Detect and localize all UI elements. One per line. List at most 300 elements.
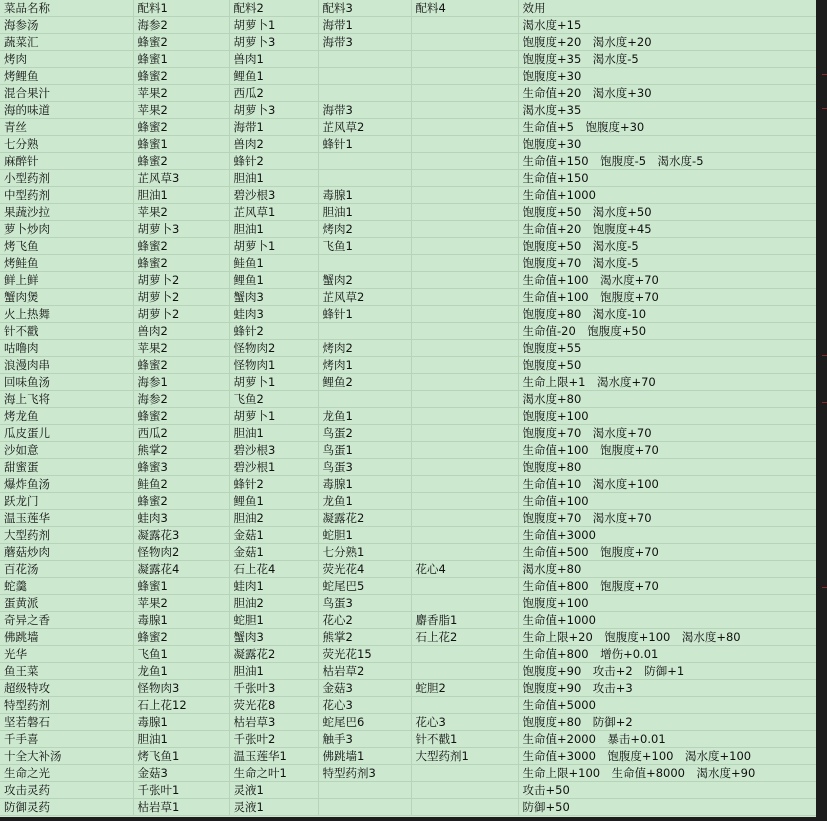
table-row (0, 425, 816, 442)
cell-ingredient-4[interactable]: 针不戳1 (411, 731, 518, 748)
cell-ingredient-1[interactable]: 怪物肉2 (133, 544, 229, 561)
cell-ingredient-2[interactable]: 鲤鱼1 (229, 272, 318, 289)
cell-dish-name[interactable]: 烤飞鱼 (0, 238, 133, 255)
cell-ingredient-4[interactable] (411, 476, 518, 493)
cell-effect[interactable]: 生命值+3000 (518, 527, 816, 544)
cell-ingredient-4[interactable] (411, 595, 518, 612)
cell-dish-name[interactable]: 鱼王菜 (0, 663, 133, 680)
cell-effect[interactable]: 生命上限+100 生命值+8000 渴水度+90 (518, 765, 816, 782)
cell-dish-name[interactable]: 蛋黄派 (0, 595, 133, 612)
cell-ingredient-2[interactable]: 兽肉1 (229, 51, 318, 68)
cell-ingredient-4[interactable] (411, 544, 518, 561)
cell-ingredient-4[interactable] (411, 374, 518, 391)
cell-dish-name[interactable]: 生命之光 (0, 765, 133, 782)
cell-ingredient-1[interactable]: 蜂蜜2 (133, 357, 229, 374)
cell-ingredient-4[interactable]: 花心4 (411, 561, 518, 578)
cell-ingredient-1[interactable]: 芷风草3 (133, 170, 229, 187)
cell-effect[interactable]: 饱腹度+90 攻击+3 (518, 680, 816, 697)
cell-dish-name[interactable]: 小型药剂 (0, 170, 133, 187)
cell-ingredient-2[interactable]: 怪物肉2 (229, 340, 318, 357)
cell-ingredient-3[interactable]: 蜂针1 (318, 306, 411, 323)
cell-ingredient-1[interactable]: 苹果2 (133, 340, 229, 357)
cell-dish-name[interactable]: 超级特攻 (0, 680, 133, 697)
cell-effect[interactable]: 渴水度+15 (518, 17, 816, 34)
cell-dish-name[interactable]: 火上热舞 (0, 306, 133, 323)
cell-effect[interactable]: 饱腹度+55 (518, 340, 816, 357)
cell-ingredient-2[interactable]: 鲤鱼1 (229, 68, 318, 85)
cell-effect[interactable]: 饱腹度+20 渴水度+20 (518, 34, 816, 51)
cell-dish-name[interactable]: 混合果汁 (0, 85, 133, 102)
cell-ingredient-4[interactable] (411, 68, 518, 85)
cell-ingredient-2[interactable]: 胆油2 (229, 510, 318, 527)
cell-ingredient-3[interactable] (318, 85, 411, 102)
cell-ingredient-2[interactable]: 凝露花2 (229, 646, 318, 663)
cell-dish-name[interactable]: 海参汤 (0, 17, 133, 34)
cell-ingredient-3[interactable]: 龙鱼1 (318, 493, 411, 510)
cell-ingredient-3[interactable]: 枯岩草2 (318, 663, 411, 680)
cell-ingredient-1[interactable]: 苹果2 (133, 595, 229, 612)
cell-ingredient-1[interactable]: 胆油1 (133, 731, 229, 748)
cell-ingredient-2[interactable]: 蛙肉1 (229, 578, 318, 595)
cell-ingredient-3[interactable]: 烤肉1 (318, 357, 411, 374)
cell-ingredient-2[interactable]: 胆油1 (229, 221, 318, 238)
cell-ingredient-3[interactable]: 蜂针1 (318, 136, 411, 153)
cell-ingredient-2[interactable]: 胡萝卜1 (229, 408, 318, 425)
cell-effect[interactable]: 生命值-20 饱腹度+50 (518, 323, 816, 340)
cell-ingredient-3[interactable]: 鸟蛋3 (318, 595, 411, 612)
cell-ingredient-3[interactable]: 芷风草2 (318, 119, 411, 136)
cell-ingredient-3[interactable] (318, 51, 411, 68)
cell-dish-name[interactable]: 防御灵药 (0, 799, 133, 816)
header-ingredient-4[interactable]: 配料4 (411, 0, 518, 17)
cell-ingredient-1[interactable]: 石上花12 (133, 697, 229, 714)
cell-effect[interactable]: 生命值+1000 (518, 187, 816, 204)
cell-dish-name[interactable]: 千手喜 (0, 731, 133, 748)
cell-ingredient-4[interactable]: 麝香脂1 (411, 612, 518, 629)
cell-ingredient-4[interactable] (411, 527, 518, 544)
cell-effect[interactable]: 饱腹度+100 (518, 595, 816, 612)
cell-effect[interactable]: 生命值+100 (518, 493, 816, 510)
header-ingredient-2[interactable]: 配料2 (229, 0, 318, 17)
cell-ingredient-1[interactable]: 西瓜2 (133, 425, 229, 442)
cell-ingredient-3[interactable]: 特型药剂3 (318, 765, 411, 782)
cell-ingredient-1[interactable]: 蜂蜜2 (133, 629, 229, 646)
cell-ingredient-4[interactable] (411, 136, 518, 153)
cell-ingredient-3[interactable]: 熊掌2 (318, 629, 411, 646)
cell-dish-name[interactable]: 瓜皮蛋儿 (0, 425, 133, 442)
cell-ingredient-2[interactable]: 碧沙根3 (229, 442, 318, 459)
cell-ingredient-3[interactable]: 胆油1 (318, 204, 411, 221)
table-row (0, 799, 816, 816)
cell-dish-name[interactable]: 温玉莲华 (0, 510, 133, 527)
cell-ingredient-4[interactable] (411, 323, 518, 340)
cell-ingredient-1[interactable]: 胡萝卜2 (133, 306, 229, 323)
cell-ingredient-3[interactable]: 蛇尾巴6 (318, 714, 411, 731)
cell-ingredient-4[interactable] (411, 102, 518, 119)
cell-ingredient-2[interactable]: 鲑鱼1 (229, 255, 318, 272)
cell-ingredient-1[interactable]: 鲑鱼2 (133, 476, 229, 493)
cell-ingredient-3[interactable]: 海带3 (318, 34, 411, 51)
cell-ingredient-3[interactable] (318, 170, 411, 187)
cell-ingredient-3[interactable]: 蛇胆1 (318, 527, 411, 544)
cell-ingredient-1[interactable]: 苹果2 (133, 102, 229, 119)
cell-ingredient-1[interactable]: 蜂蜜2 (133, 68, 229, 85)
cell-ingredient-4[interactable] (411, 272, 518, 289)
cell-effect[interactable]: 饱腹度+80 防御+2 (518, 714, 816, 731)
cell-ingredient-2[interactable]: 蜂针2 (229, 323, 318, 340)
cell-ingredient-4[interactable] (411, 442, 518, 459)
cell-ingredient-3[interactable]: 毒腺1 (318, 476, 411, 493)
cell-ingredient-4[interactable] (411, 306, 518, 323)
table-row (0, 34, 816, 51)
cell-effect[interactable]: 饱腹度+80 (518, 459, 816, 476)
cell-ingredient-4[interactable] (411, 51, 518, 68)
table-row (0, 204, 816, 221)
cell-effect[interactable]: 生命值+100 渴水度+70 (518, 272, 816, 289)
cell-dish-name[interactable]: 坚若磐石 (0, 714, 133, 731)
cell-ingredient-4[interactable] (411, 357, 518, 374)
header-dish-name[interactable]: 菜品名称 (0, 0, 133, 17)
cell-effect[interactable]: 饱腹度+70 渴水度-5 (518, 255, 816, 272)
cell-ingredient-4[interactable] (411, 493, 518, 510)
header-ingredient-3[interactable]: 配料3 (318, 0, 411, 17)
cell-ingredient-1[interactable]: 海参1 (133, 374, 229, 391)
cell-effect[interactable]: 攻击+50 (518, 782, 816, 799)
cell-ingredient-3[interactable]: 毒腺1 (318, 187, 411, 204)
cell-dish-name[interactable]: 奇异之香 (0, 612, 133, 629)
cell-effect[interactable]: 生命值+10 渴水度+100 (518, 476, 816, 493)
cell-ingredient-4[interactable] (411, 221, 518, 238)
cell-ingredient-2[interactable]: 胡萝卜3 (229, 34, 318, 51)
cell-ingredient-2[interactable]: 胡萝卜3 (229, 102, 318, 119)
cell-ingredient-3[interactable]: 荧光花4 (318, 561, 411, 578)
cell-dish-name[interactable]: 果蔬沙拉 (0, 204, 133, 221)
table-row (0, 510, 816, 527)
cell-ingredient-4[interactable] (411, 459, 518, 476)
cell-ingredient-1[interactable]: 蜂蜜2 (133, 34, 229, 51)
cell-ingredient-3[interactable]: 七分熟1 (318, 544, 411, 561)
cell-ingredient-3[interactable] (318, 255, 411, 272)
cell-ingredient-1[interactable]: 蜂蜜2 (133, 493, 229, 510)
cell-ingredient-1[interactable]: 胡萝卜2 (133, 272, 229, 289)
cell-effect[interactable]: 生命值+3000 饱腹度+100 渴水度+100 (518, 748, 816, 765)
cell-ingredient-1[interactable]: 熊掌2 (133, 442, 229, 459)
cell-ingredient-1[interactable]: 凝露花3 (133, 527, 229, 544)
cell-ingredient-2[interactable]: 兽肉2 (229, 136, 318, 153)
cell-effect[interactable]: 生命值+500 饱腹度+70 (518, 544, 816, 561)
cell-ingredient-1[interactable]: 蜂蜜2 (133, 153, 229, 170)
cell-ingredient-4[interactable] (411, 340, 518, 357)
cell-ingredient-2[interactable]: 枯岩草3 (229, 714, 318, 731)
cell-ingredient-3[interactable]: 佛跳墙1 (318, 748, 411, 765)
cell-ingredient-2[interactable]: 胆油1 (229, 170, 318, 187)
table-row (0, 85, 816, 102)
cell-effect[interactable]: 渴水度+80 (518, 561, 816, 578)
cell-ingredient-2[interactable]: 海带1 (229, 119, 318, 136)
cell-dish-name[interactable]: 烤鲑鱼 (0, 255, 133, 272)
cell-effect[interactable]: 饱腹度+70 渴水度+70 (518, 510, 816, 527)
cell-ingredient-2[interactable]: 蜂针2 (229, 476, 318, 493)
cell-ingredient-3[interactable]: 烤肉2 (318, 221, 411, 238)
cell-ingredient-1[interactable]: 千张叶1 (133, 782, 229, 799)
cell-ingredient-2[interactable]: 石上花4 (229, 561, 318, 578)
cell-ingredient-3[interactable]: 蟹肉2 (318, 272, 411, 289)
cell-effect[interactable]: 饱腹度+70 渴水度+70 (518, 425, 816, 442)
cell-ingredient-1[interactable]: 蜂蜜2 (133, 238, 229, 255)
cell-ingredient-4[interactable] (411, 782, 518, 799)
cell-effect[interactable]: 生命值+20 渴水度+30 (518, 85, 816, 102)
cell-dish-name[interactable]: 跃龙门 (0, 493, 133, 510)
cell-effect[interactable]: 生命值+5000 (518, 697, 816, 714)
cell-ingredient-4[interactable] (411, 425, 518, 442)
cell-dish-name[interactable]: 光华 (0, 646, 133, 663)
cell-ingredient-3[interactable] (318, 391, 411, 408)
cell-ingredient-3[interactable]: 花心2 (318, 612, 411, 629)
cell-effect[interactable]: 生命值+2000 暴击+0.01 (518, 731, 816, 748)
cell-dish-name[interactable]: 甜蜜蛋 (0, 459, 133, 476)
cell-ingredient-2[interactable]: 蛇胆1 (229, 612, 318, 629)
cell-dish-name[interactable]: 烤肉 (0, 51, 133, 68)
cell-ingredient-2[interactable]: 怪物肉1 (229, 357, 318, 374)
cell-dish-name[interactable]: 回味鱼汤 (0, 374, 133, 391)
cell-ingredient-1[interactable]: 蜂蜜1 (133, 578, 229, 595)
cell-ingredient-3[interactable] (318, 782, 411, 799)
cell-dish-name[interactable]: 烤龙鱼 (0, 408, 133, 425)
cell-ingredient-3[interactable]: 荧光花15 (318, 646, 411, 663)
cell-ingredient-4[interactable] (411, 391, 518, 408)
cell-dish-name[interactable]: 蘑菇炒肉 (0, 544, 133, 561)
table-row (0, 323, 816, 340)
cell-ingredient-3[interactable]: 鸟蛋1 (318, 442, 411, 459)
cell-ingredient-3[interactable]: 鸟蛋2 (318, 425, 411, 442)
cell-ingredient-1[interactable]: 苹果2 (133, 204, 229, 221)
cell-ingredient-3[interactable] (318, 323, 411, 340)
cell-ingredient-2[interactable]: 胆油2 (229, 595, 318, 612)
cell-dish-name[interactable]: 萝卜炒肉 (0, 221, 133, 238)
cell-ingredient-2[interactable]: 胡萝卜1 (229, 374, 318, 391)
cell-ingredient-1[interactable]: 蜂蜜3 (133, 459, 229, 476)
cell-dish-name[interactable]: 攻击灵药 (0, 782, 133, 799)
cell-ingredient-4[interactable] (411, 187, 518, 204)
cell-ingredient-3[interactable]: 金菇3 (318, 680, 411, 697)
cell-ingredient-3[interactable]: 鲤鱼2 (318, 374, 411, 391)
cell-ingredient-3[interactable] (318, 799, 411, 816)
cell-ingredient-4[interactable] (411, 646, 518, 663)
window-edge (816, 0, 827, 821)
cell-effect[interactable]: 饱腹度+30 (518, 136, 816, 153)
cell-ingredient-2[interactable]: 胡萝卜1 (229, 17, 318, 34)
cell-ingredient-3[interactable]: 海带1 (318, 17, 411, 34)
cell-effect[interactable]: 饱腹度+50 渴水度-5 (518, 238, 816, 255)
cell-dish-name[interactable]: 百花汤 (0, 561, 133, 578)
cell-effect[interactable]: 饱腹度+90 攻击+2 防御+1 (518, 663, 816, 680)
cell-ingredient-1[interactable]: 毒腺1 (133, 612, 229, 629)
header-ingredient-1[interactable]: 配料1 (133, 0, 229, 17)
cell-ingredient-4[interactable] (411, 578, 518, 595)
cell-ingredient-4[interactable]: 蛇胆2 (411, 680, 518, 697)
cell-ingredient-2[interactable]: 蟹肉3 (229, 629, 318, 646)
cell-ingredient-2[interactable]: 灵液1 (229, 799, 318, 816)
cell-ingredient-1[interactable]: 金菇3 (133, 765, 229, 782)
cell-dish-name[interactable]: 海上飞将 (0, 391, 133, 408)
cell-effect[interactable]: 生命值+800 增伤+0.01 (518, 646, 816, 663)
cell-effect[interactable]: 生命上限+1 渴水度+70 (518, 374, 816, 391)
cell-ingredient-2[interactable]: 生命之叶1 (229, 765, 318, 782)
cell-ingredient-3[interactable]: 烤肉2 (318, 340, 411, 357)
cell-ingredient-4[interactable] (411, 663, 518, 680)
cell-ingredient-4[interactable] (411, 799, 518, 816)
cell-ingredient-3[interactable]: 龙鱼1 (318, 408, 411, 425)
cell-ingredient-2[interactable]: 蛙肉3 (229, 306, 318, 323)
cell-ingredient-1[interactable]: 海参2 (133, 391, 229, 408)
cell-ingredient-1[interactable]: 枯岩草1 (133, 799, 229, 816)
cell-ingredient-3[interactable]: 蛇尾巴5 (318, 578, 411, 595)
header-row (0, 0, 816, 17)
cell-ingredient-3[interactable] (318, 153, 411, 170)
cell-effect[interactable]: 生命值+150 (518, 170, 816, 187)
cell-effect[interactable]: 生命值+20 饱腹度+45 (518, 221, 816, 238)
cell-ingredient-1[interactable]: 怪物肉3 (133, 680, 229, 697)
cell-ingredient-1[interactable]: 龙鱼1 (133, 663, 229, 680)
cell-ingredient-2[interactable]: 温玉莲华1 (229, 748, 318, 765)
cell-dish-name[interactable]: 蔬菜汇 (0, 34, 133, 51)
cell-ingredient-1[interactable]: 毒腺1 (133, 714, 229, 731)
cell-ingredient-1[interactable]: 兽肉2 (133, 323, 229, 340)
table-row (0, 731, 816, 748)
cell-effect[interactable]: 生命上限+20 饱腹度+100 渴水度+80 (518, 629, 816, 646)
table-row (0, 493, 816, 510)
cell-ingredient-1[interactable]: 胡萝卜2 (133, 289, 229, 306)
cell-ingredient-1[interactable]: 蜂蜜1 (133, 51, 229, 68)
cell-ingredient-3[interactable]: 海带3 (318, 102, 411, 119)
cell-effect[interactable]: 渴水度+35 (518, 102, 816, 119)
cell-dish-name[interactable]: 佛跳墙 (0, 629, 133, 646)
cell-ingredient-3[interactable]: 芷风草2 (318, 289, 411, 306)
cell-ingredient-3[interactable] (318, 68, 411, 85)
cell-ingredient-4[interactable] (411, 238, 518, 255)
header-effect[interactable]: 效用 (518, 0, 816, 17)
cell-ingredient-2[interactable]: 灵液1 (229, 782, 318, 799)
cell-ingredient-1[interactable]: 胆油1 (133, 187, 229, 204)
cell-dish-name[interactable]: 咕噜肉 (0, 340, 133, 357)
cell-effect[interactable]: 生命值+5 饱腹度+30 (518, 119, 816, 136)
cell-effect[interactable]: 生命值+1000 (518, 612, 816, 629)
cell-effect[interactable]: 生命值+150 饱腹度-5 渴水度-5 (518, 153, 816, 170)
cell-ingredient-2[interactable]: 胡萝卜1 (229, 238, 318, 255)
cell-ingredient-1[interactable]: 蜂蜜2 (133, 255, 229, 272)
cell-ingredient-1[interactable]: 蜂蜜2 (133, 408, 229, 425)
cell-ingredient-2[interactable]: 碧沙根3 (229, 187, 318, 204)
cell-dish-name[interactable]: 浪漫肉串 (0, 357, 133, 374)
cell-ingredient-4[interactable] (411, 170, 518, 187)
cell-ingredient-4[interactable] (411, 119, 518, 136)
cell-effect[interactable]: 饱腹度+50 渴水度+50 (518, 204, 816, 221)
cell-ingredient-4[interactable] (411, 204, 518, 221)
cell-ingredient-2[interactable]: 芷风草1 (229, 204, 318, 221)
cell-dish-name[interactable]: 大型药剂 (0, 527, 133, 544)
cell-effect[interactable]: 饱腹度+35 渴水度-5 (518, 51, 816, 68)
cell-ingredient-2[interactable]: 蟹肉3 (229, 289, 318, 306)
cell-dish-name[interactable]: 麻醉针 (0, 153, 133, 170)
cell-effect[interactable]: 生命值+800 饱腹度+70 (518, 578, 816, 595)
cell-dish-name[interactable]: 烤鲤鱼 (0, 68, 133, 85)
cell-ingredient-4[interactable] (411, 697, 518, 714)
cell-ingredient-2[interactable]: 飞鱼2 (229, 391, 318, 408)
cell-dish-name[interactable]: 蛇羹 (0, 578, 133, 595)
cell-ingredient-1[interactable]: 凝露花4 (133, 561, 229, 578)
cell-ingredient-1[interactable]: 胡萝卜3 (133, 221, 229, 238)
cell-dish-name[interactable]: 特型药剂 (0, 697, 133, 714)
cell-ingredient-3[interactable]: 凝露花2 (318, 510, 411, 527)
cell-effect[interactable]: 饱腹度+30 (518, 68, 816, 85)
cell-ingredient-3[interactable]: 触手3 (318, 731, 411, 748)
cell-ingredient-2[interactable]: 荧光花8 (229, 697, 318, 714)
cell-ingredient-1[interactable]: 海参2 (133, 17, 229, 34)
cell-ingredient-2[interactable]: 西瓜2 (229, 85, 318, 102)
cell-ingredient-4[interactable] (411, 34, 518, 51)
cell-dish-name[interactable]: 青丝 (0, 119, 133, 136)
cell-ingredient-4[interactable] (411, 255, 518, 272)
cell-ingredient-4[interactable] (411, 510, 518, 527)
cell-ingredient-3[interactable]: 鸟蛋3 (318, 459, 411, 476)
cell-ingredient-2[interactable]: 胆油1 (229, 425, 318, 442)
cell-ingredient-4[interactable]: 大型药剂1 (411, 748, 518, 765)
cell-ingredient-2[interactable]: 千张叶3 (229, 680, 318, 697)
cell-effect[interactable]: 饱腹度+80 渴水度-10 (518, 306, 816, 323)
cell-effect[interactable]: 防御+50 (518, 799, 816, 816)
cell-dish-name[interactable]: 中型药剂 (0, 187, 133, 204)
cell-ingredient-1[interactable]: 蜂蜜1 (133, 136, 229, 153)
cell-ingredient-1[interactable]: 苹果2 (133, 85, 229, 102)
cell-ingredient-2[interactable]: 碧沙根1 (229, 459, 318, 476)
cell-dish-name[interactable]: 海的味道 (0, 102, 133, 119)
cell-ingredient-2[interactable]: 金菇1 (229, 527, 318, 544)
cell-dish-name[interactable]: 蟹肉煲 (0, 289, 133, 306)
cell-ingredient-4[interactable]: 花心3 (411, 714, 518, 731)
cell-effect[interactable]: 生命值+100 饱腹度+70 (518, 442, 816, 459)
cell-ingredient-1[interactable]: 飞鱼1 (133, 646, 229, 663)
cell-ingredient-4[interactable] (411, 153, 518, 170)
cell-effect[interactable]: 饱腹度+100 (518, 408, 816, 425)
cell-ingredient-3[interactable]: 飞鱼1 (318, 238, 411, 255)
cell-ingredient-4[interactable]: 石上花2 (411, 629, 518, 646)
cell-ingredient-4[interactable] (411, 408, 518, 425)
cell-ingredient-2[interactable]: 蜂针2 (229, 153, 318, 170)
cell-ingredient-4[interactable] (411, 765, 518, 782)
cell-ingredient-3[interactable]: 花心3 (318, 697, 411, 714)
cell-effect[interactable]: 渴水度+80 (518, 391, 816, 408)
cell-ingredient-1[interactable]: 蜂蜜2 (133, 119, 229, 136)
cell-dish-name[interactable]: 七分熟 (0, 136, 133, 153)
cell-ingredient-2[interactable]: 千张叶2 (229, 731, 318, 748)
cell-dish-name[interactable]: 沙如意 (0, 442, 133, 459)
cell-dish-name[interactable]: 针不戳 (0, 323, 133, 340)
cell-effect[interactable]: 饱腹度+50 (518, 357, 816, 374)
cell-ingredient-4[interactable] (411, 85, 518, 102)
cell-ingredient-1[interactable]: 蛙肉3 (133, 510, 229, 527)
cell-dish-name[interactable]: 鲜上鲜 (0, 272, 133, 289)
cell-ingredient-2[interactable]: 金菇1 (229, 544, 318, 561)
cell-ingredient-4[interactable] (411, 289, 518, 306)
cell-ingredient-4[interactable] (411, 17, 518, 34)
cell-dish-name[interactable]: 十全大补汤 (0, 748, 133, 765)
cell-ingredient-2[interactable]: 鲤鱼1 (229, 493, 318, 510)
cell-effect[interactable]: 生命值+100 饱腹度+70 (518, 289, 816, 306)
table-row (0, 255, 816, 272)
cell-dish-name[interactable]: 爆炸鱼汤 (0, 476, 133, 493)
cell-ingredient-1[interactable]: 烤飞鱼1 (133, 748, 229, 765)
cell-ingredient-2[interactable]: 胆油1 (229, 663, 318, 680)
